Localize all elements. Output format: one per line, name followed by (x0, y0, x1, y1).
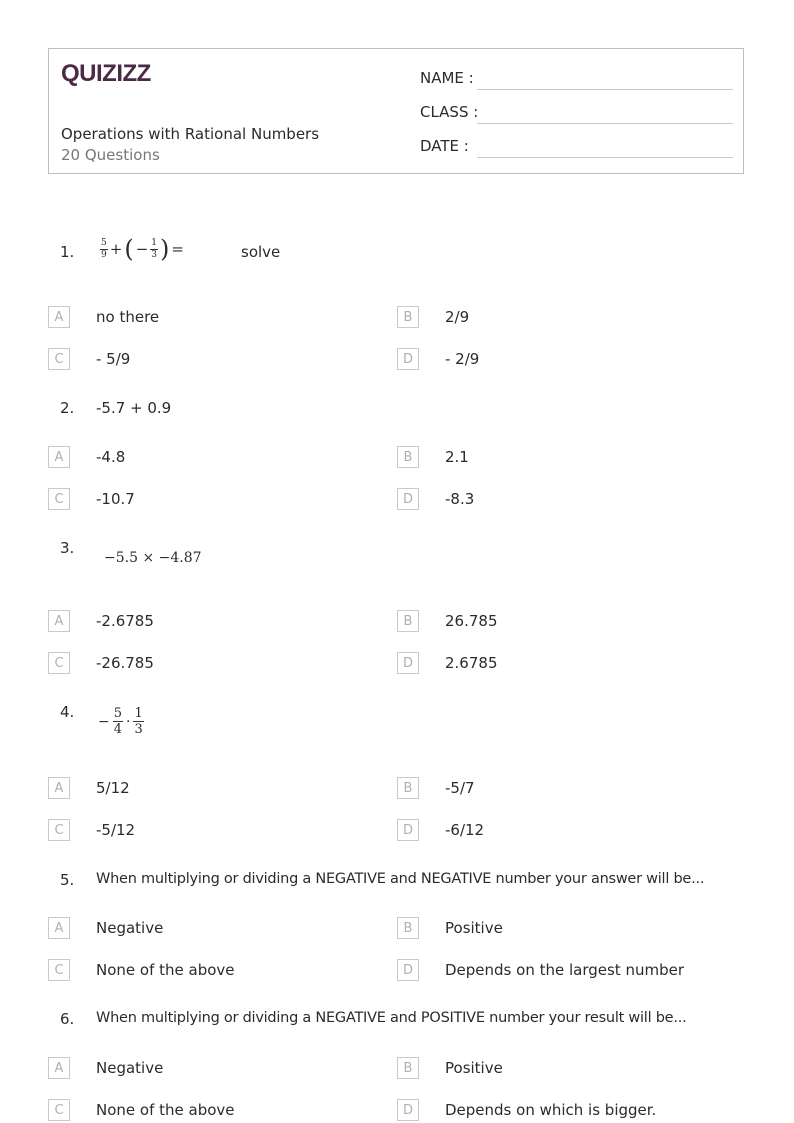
name-label: NAME : (420, 69, 474, 87)
class-label: CLASS : (420, 103, 479, 121)
option-c-box[interactable]: C (48, 652, 70, 674)
option-b-box[interactable]: B (397, 610, 419, 632)
option-c-text: -26.785 (96, 654, 154, 672)
question-number: 4. (60, 703, 75, 721)
option-a-box[interactable]: A (48, 610, 70, 632)
question-count: 20 Questions (61, 146, 160, 164)
option-a-text: no there (96, 308, 160, 326)
option-d-text: -6/12 (445, 821, 485, 839)
date-field[interactable] (477, 157, 733, 158)
class-field[interactable] (477, 123, 733, 124)
option-b-box[interactable]: B (397, 1057, 419, 1079)
option-c-text: - 5/9 (96, 350, 131, 368)
option-d-box[interactable]: D (397, 819, 419, 841)
option-b-text: Positive (445, 1059, 503, 1077)
option-d-text: 2.6785 (445, 654, 498, 672)
option-a-box[interactable]: A (48, 446, 70, 468)
option-c-text: -5/12 (96, 821, 136, 839)
question-number: 1. (60, 243, 75, 261)
option-c-box[interactable]: C (48, 488, 70, 510)
option-b-text: 26.785 (445, 612, 498, 630)
option-b-text: 2/9 (445, 308, 470, 326)
option-b-text: 2.1 (445, 448, 469, 466)
worksheet-header (48, 48, 744, 174)
question-text: When multiplying or dividing a NEGATIVE and POSITIVE number your result will be... (96, 1010, 687, 1026)
question-1-math: $\frac{5}{9}$ + ( − $\frac{1}{3}$ ) = (101, 235, 184, 263)
option-a-text: Negative (96, 1059, 164, 1077)
option-d-text: - 2/9 (445, 350, 480, 368)
question-number: 5. (60, 871, 75, 889)
question-number: 3. (60, 539, 75, 557)
option-b-box[interactable]: B (397, 917, 419, 939)
option-a-text: -2.6785 (96, 612, 154, 630)
option-a-box[interactable]: A (48, 917, 70, 939)
option-a-text: -4.8 (96, 448, 126, 466)
option-d-box[interactable]: D (397, 348, 419, 370)
option-b-box[interactable]: B (397, 446, 419, 468)
option-c-text: -10.7 (96, 490, 135, 508)
question-text: solve (241, 243, 281, 261)
question-number: 6. (60, 1010, 75, 1028)
option-c-box[interactable]: C (48, 819, 70, 841)
option-d-box[interactable]: D (397, 652, 419, 674)
name-field[interactable] (477, 89, 733, 90)
option-d-text: Depends on which is bigger. (445, 1101, 657, 1119)
option-d-box[interactable]: D (397, 488, 419, 510)
fraction: $\frac{5}{4}$ (113, 706, 123, 737)
question-3-math: −5.5 × −4.87 (104, 550, 202, 566)
fraction: $\frac{1}{3}$ (151, 237, 157, 260)
option-c-box[interactable]: C (48, 959, 70, 981)
option-b-box[interactable]: B (397, 306, 419, 328)
date-label: DATE : (420, 137, 469, 155)
option-b-text: Positive (445, 919, 503, 937)
option-c-text: None of the above (96, 1101, 235, 1119)
option-d-box[interactable]: D (397, 959, 419, 981)
option-a-box[interactable]: A (48, 1057, 70, 1079)
option-c-text: None of the above (96, 961, 235, 979)
option-c-box[interactable]: C (48, 1099, 70, 1121)
option-d-box[interactable]: D (397, 1099, 419, 1121)
option-a-text: 5/12 (96, 779, 130, 797)
option-b-text: -5/7 (445, 779, 475, 797)
option-d-text: Depends on the largest number (445, 961, 684, 979)
question-text: -5.7 + 0.9 (96, 399, 172, 417)
option-a-box[interactable]: A (48, 306, 70, 328)
worksheet-title: Operations with Rational Numbers (61, 125, 320, 143)
option-a-text: Negative (96, 919, 164, 937)
quizizz-logo: QUIZIZZ (61, 60, 151, 87)
option-a-box[interactable]: A (48, 777, 70, 799)
question-text: When multiplying or dividing a NEGATIVE and NEGATIVE number your answer will be... (96, 871, 705, 887)
fraction: $\frac{5}{9}$ (101, 237, 107, 260)
question-number: 2. (60, 399, 75, 417)
option-b-box[interactable]: B (397, 777, 419, 799)
option-c-box[interactable]: C (48, 348, 70, 370)
question-4-math: − $\frac{5}{4}$ · $\frac{1}{3}$ (98, 706, 143, 737)
option-d-text: -8.3 (445, 490, 475, 508)
fraction: $\frac{1}{3}$ (134, 706, 143, 737)
